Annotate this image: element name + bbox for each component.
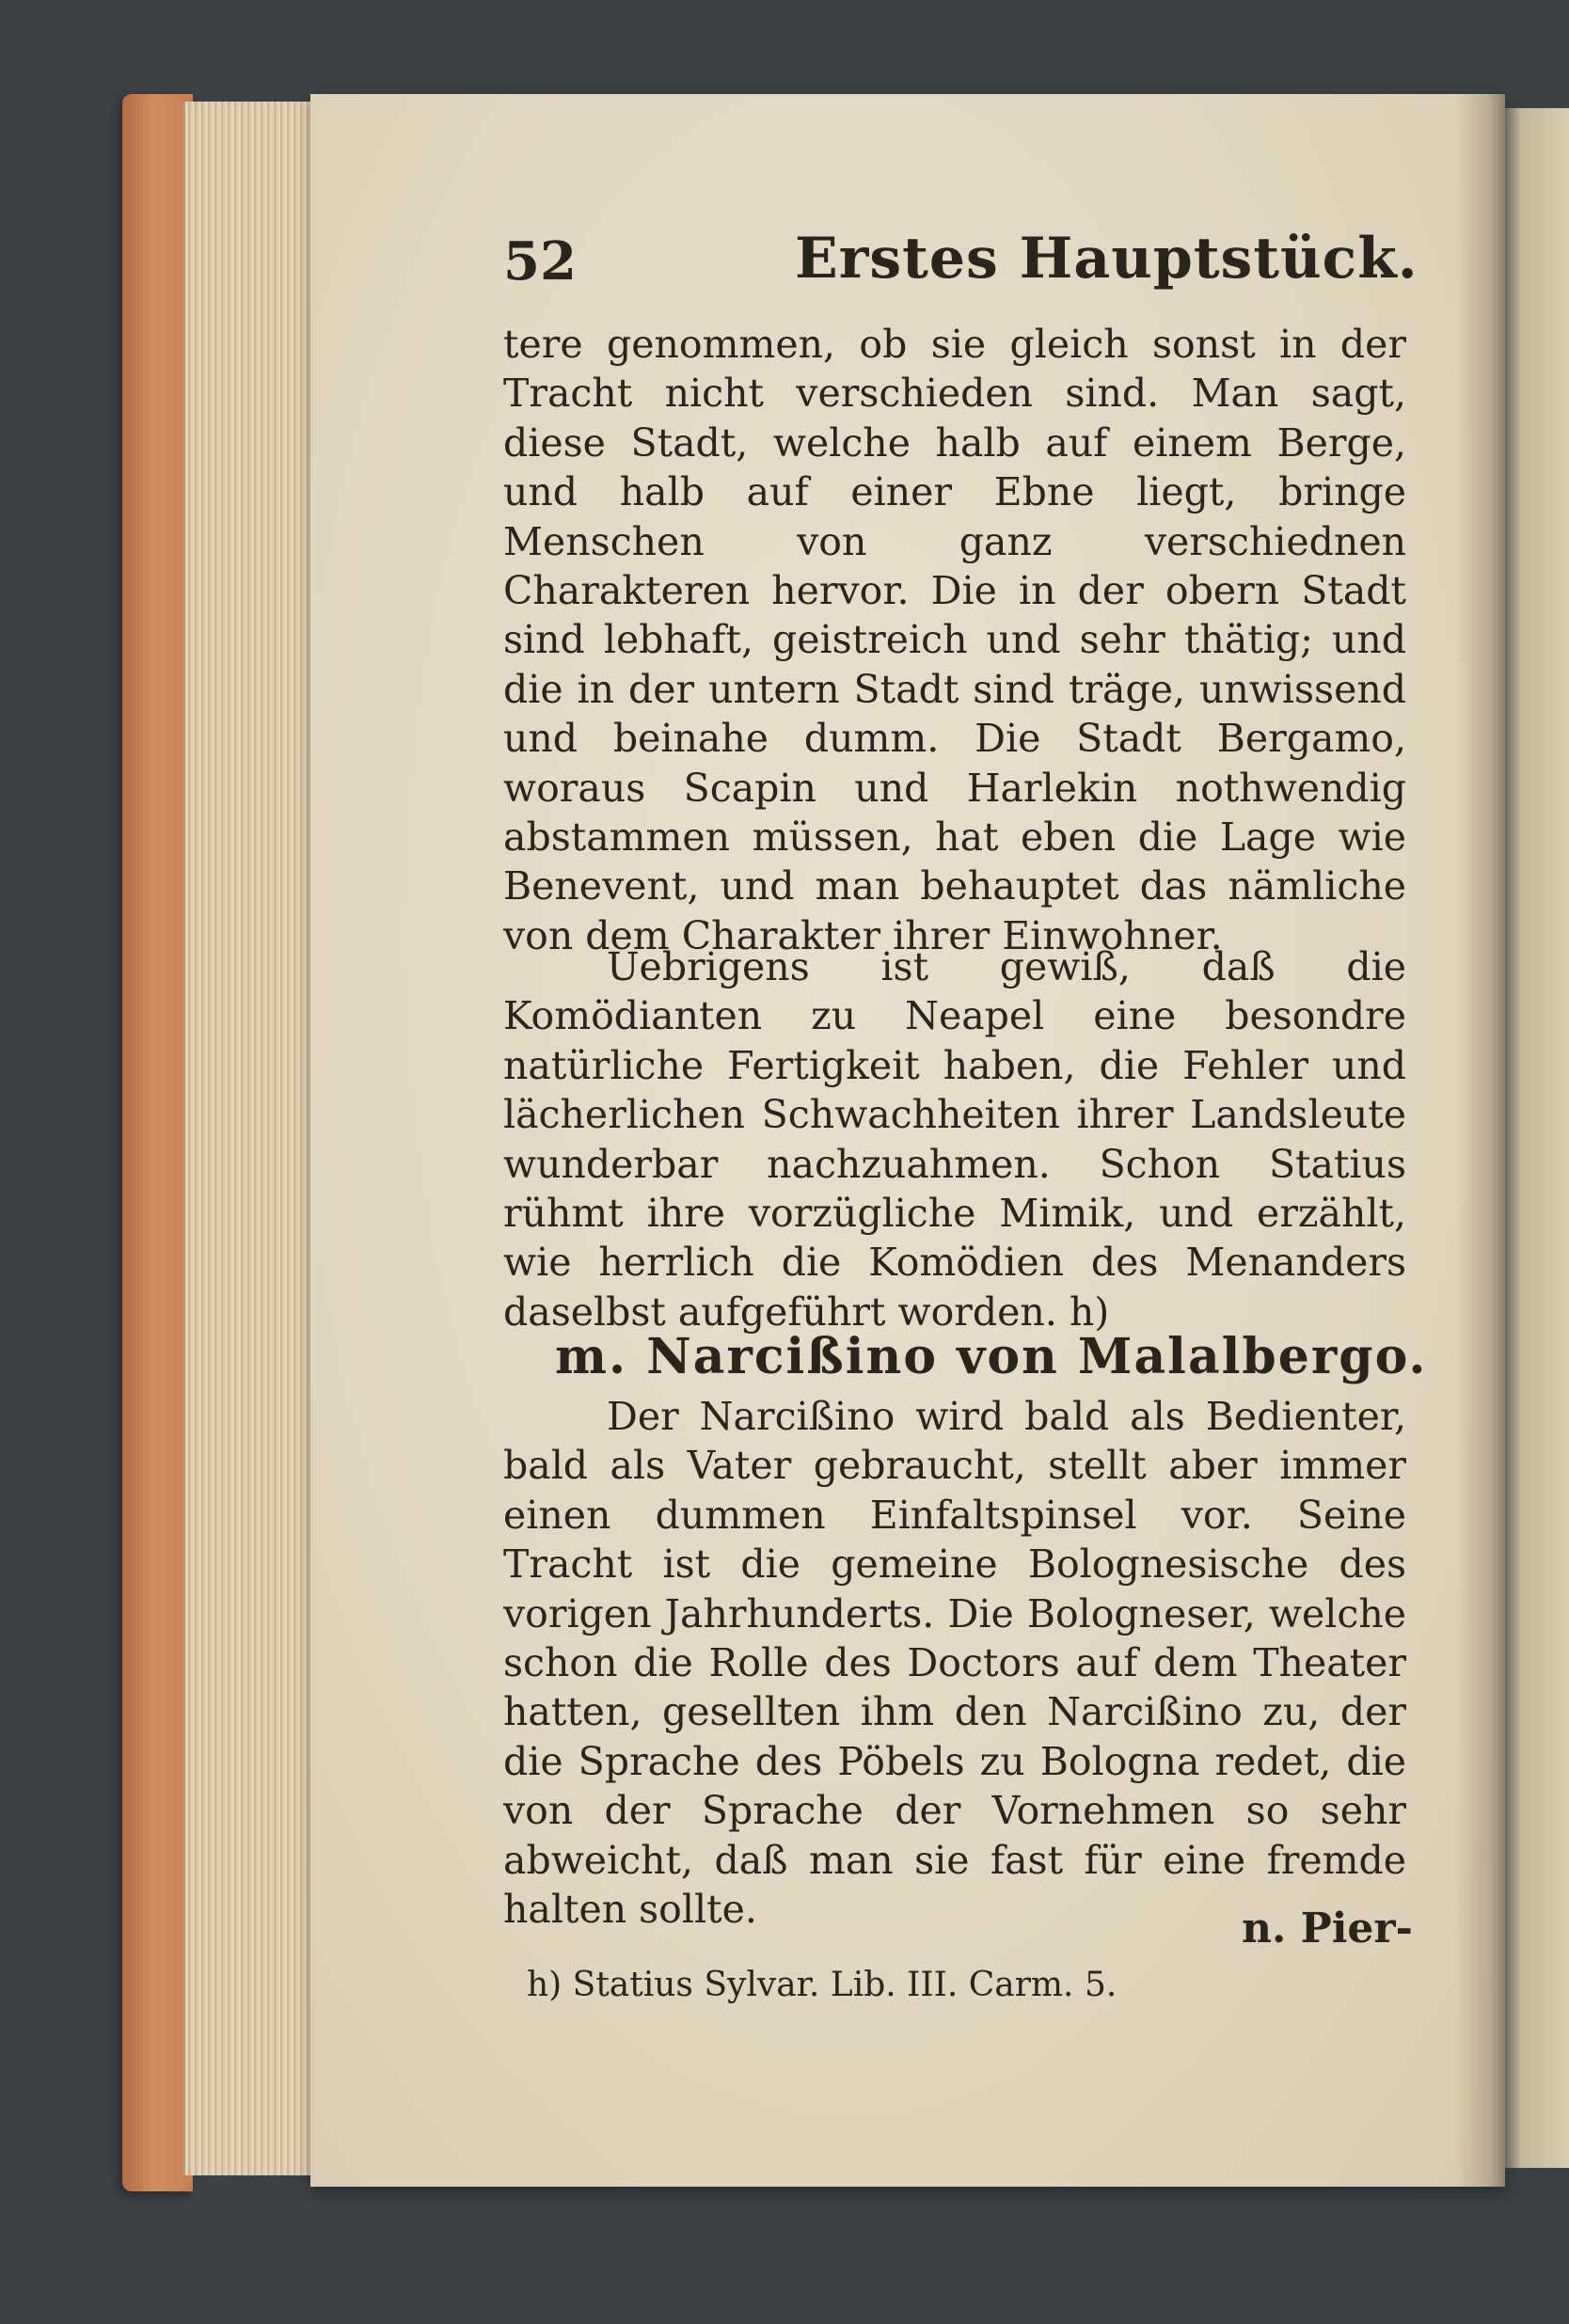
catchword: n. Pier- [1242, 1905, 1413, 1952]
page-number: 52 [503, 230, 577, 292]
footnote: h) Statius Sylvar. Lib. III. Carm. 5. [527, 1966, 1117, 2004]
facing-page-sliver [1505, 108, 1569, 2168]
body-paragraph-3: Der Narcißino wird bald als Bedienter, bald als Vater gebraucht, stellt aber immer einen dummen Einfaltspinsel vor. Seine Tracht ist die gemeine Bolognesische des vorigen Jahrhunderts. Die Bologneser, welche schon die Rolle des Doctors auf dem Theater hatten, gesellten ihm den Narcißino zu, der die Sprache des Pöbels zu Bologna redet, die von der Sprache der Vornehmen so sehr abweicht, daß man sie fast für eine fremde halten sollte. [503, 1394, 1406, 1933]
book-cover-edge [122, 94, 193, 2191]
page-gutter-shadow [1456, 94, 1505, 2187]
section-title: m. Narcißino von Malalbergo. [555, 1328, 1428, 1385]
page-stack-edges [183, 102, 317, 2175]
body-paragraph-2: Uebrigens ist gewiß, daß die Komödianten zu Neapel eine besondre natürliche Fertigkeit haben, die Fehler und lächerlichen Schwachheiten ihrer Landsleute wunderbar nachzuahmen. Schon Statius rühmt ihre vorzügliche Mimik, und erzählt, wie herrlich die Komödien des Menanders daselbst aufgeführt worden. h) [503, 944, 1406, 1335]
running-header: Erstes Hauptstück. [795, 226, 1418, 292]
body-paragraph-1: tere genommen, ob sie gleich sonst in der Tracht nicht verschieden sind. Man sagt, diese Stadt, welche halb auf einem Berge, und halb auf einer Ebne liegt, bringe Menschen von ganz verschiednen Charakteren hervor. Die in der obern Stadt sind lebhaft, geistreich und sehr thätig; und die in der untern Stadt sind träge, unwissend und beinahe dumm. Die Stadt Bergamo, woraus Scapin und Harlekin nothwendig abstammen müssen, hat eben die Lage wie Benevent, und man behauptet das nämliche von dem Charakter ihrer Einwohner. [503, 322, 1406, 958]
